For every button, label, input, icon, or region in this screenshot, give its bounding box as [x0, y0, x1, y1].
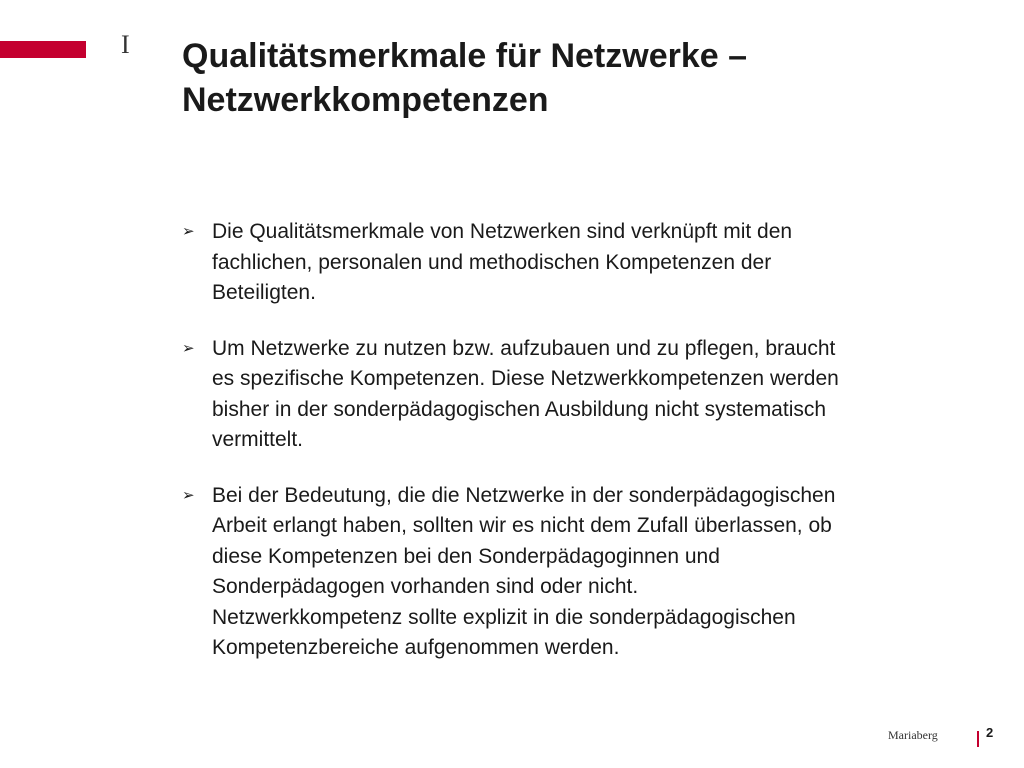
- bullet-list: [182, 217, 982, 664]
- bullet-line: vermittelt.: [212, 428, 304, 451]
- bullet-item-3: [182, 481, 982, 664]
- footer-divider: [977, 731, 979, 747]
- bullet-item-1: [182, 217, 982, 309]
- bullet-line: Beteiligten.: [212, 281, 316, 304]
- bullet-line: Bei der Bedeutung, die die Netzwerke in der sonderpädagogischen: [212, 483, 836, 507]
- slide-title-line-1: Qualitätsmerkmale für Netzwerke –: [182, 37, 748, 75]
- arrow-bullet-icon: ➢: [182, 486, 195, 504]
- footer-brand: Mariaberg: [888, 728, 938, 742]
- bullet-line: diese Kompetenzen bei den Sonderpädagoginnen und: [212, 544, 720, 568]
- arrow-bullet-icon: ➢: [182, 223, 195, 240]
- arrow-bullet-icon: ➢: [182, 339, 195, 357]
- slide-title: [182, 34, 982, 122]
- accent-bar: [0, 41, 86, 58]
- bullet-line: Netzwerkkompetenz sollte explizit in die sonderpädagogischen: [212, 605, 796, 629]
- bullet-line: bisher in der sonderpädagogischen Ausbildung nicht systematisch: [212, 397, 827, 421]
- bullet-line: es spezifische Kompetenzen. Diese Netzwerkkompetenzen werden: [212, 367, 839, 390]
- slide-title-line-2: Netzwerkkompetenzen: [182, 81, 549, 119]
- bullet-line: Kompetenzbereiche aufgenommen werden.: [212, 636, 620, 659]
- bullet-line: Sonderpädagogen vorhanden sind oder nicht.: [212, 575, 639, 598]
- page-number: 2: [986, 725, 994, 740]
- text-cursor-icon: I: [121, 30, 130, 59]
- bullet-item-2: [182, 334, 982, 456]
- bullet-line: Um Netzwerke zu nutzen bzw. aufzubauen und zu pflegen, braucht: [212, 336, 836, 360]
- bullet-line: Die Qualitätsmerkmale von Netzwerken sind verknüpft mit den: [212, 220, 793, 243]
- bullet-line: fachlichen, personalen und methodischen Kompetenzen der: [212, 250, 772, 274]
- bullet-line: Arbeit erlangt haben, sollten wir es nicht dem Zufall überlassen, ob: [212, 514, 832, 537]
